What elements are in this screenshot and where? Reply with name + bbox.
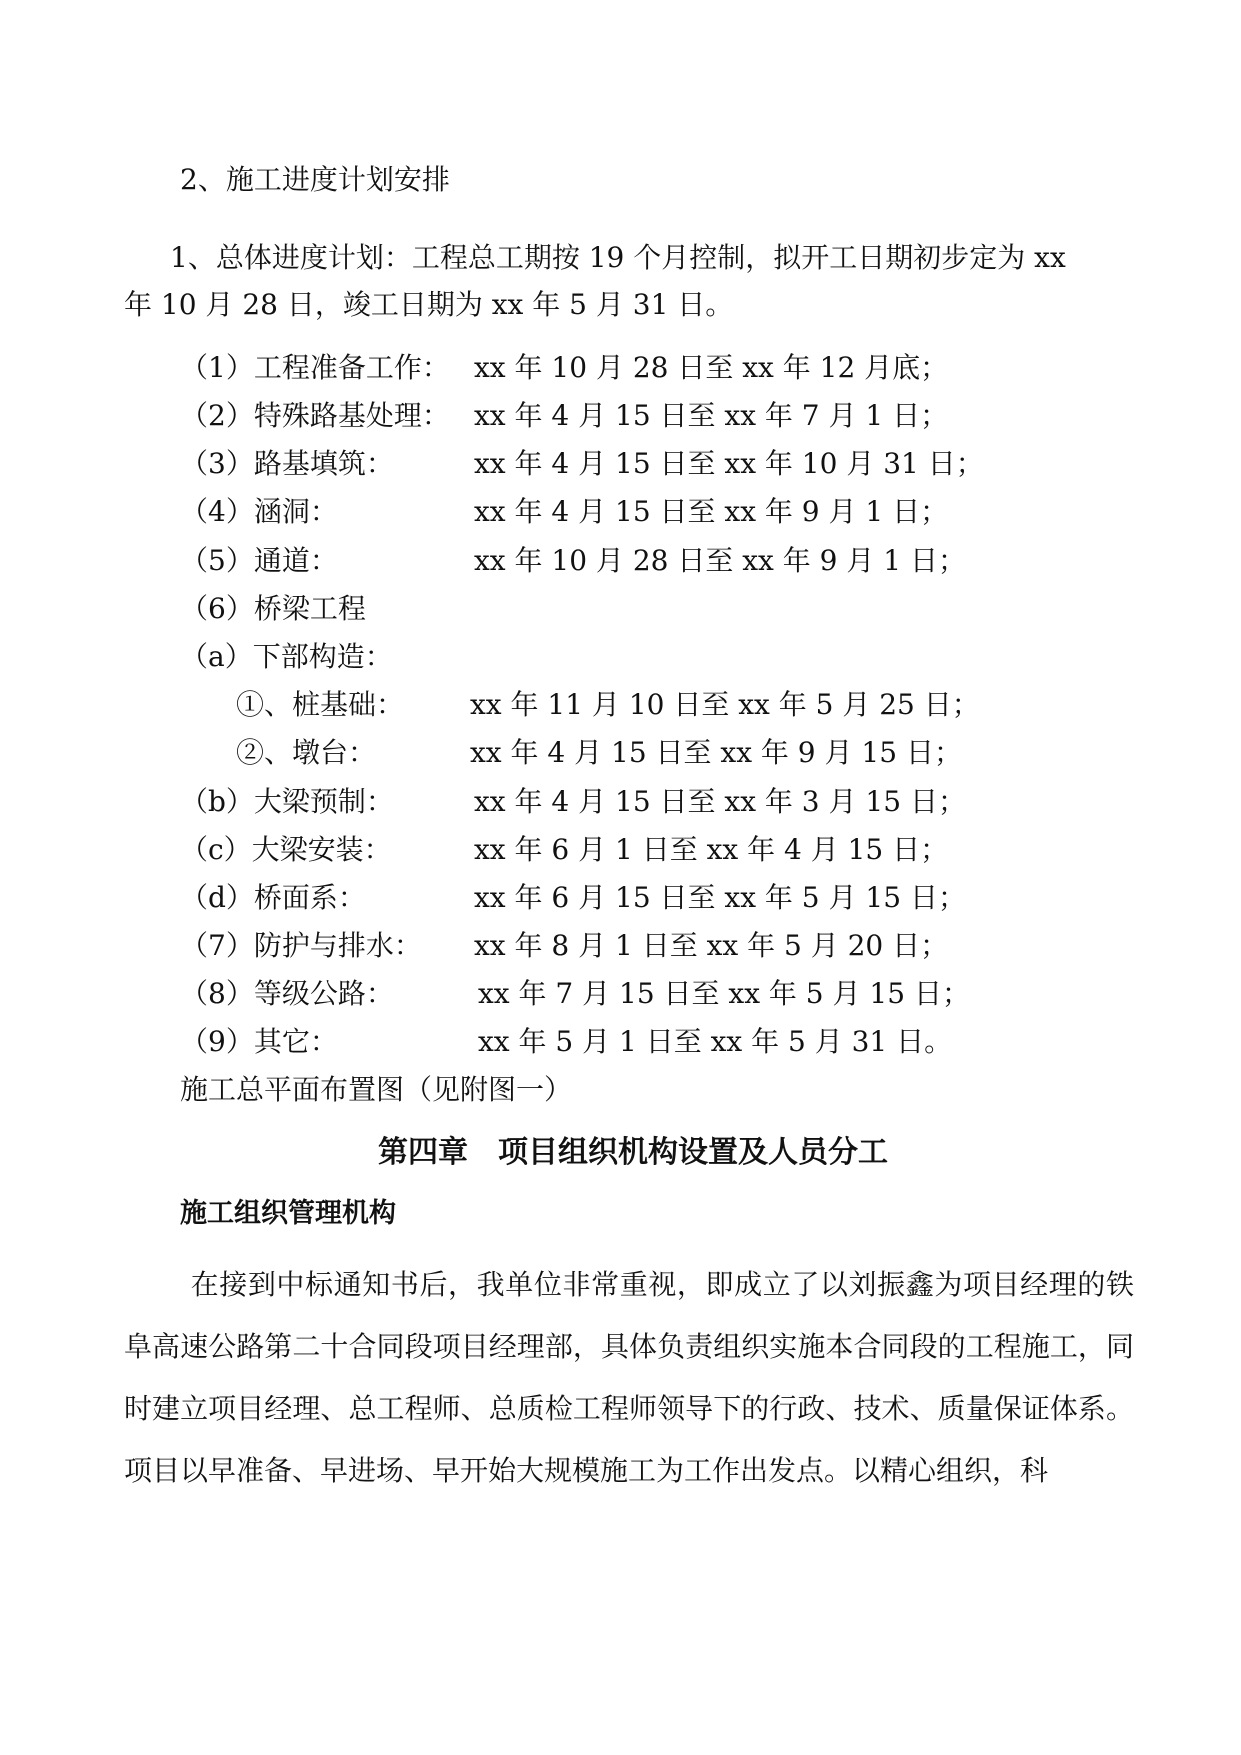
schedule-label: （c）大梁安装： xyxy=(180,833,392,866)
schedule-value: xx 年 6 月 1 日至 xx 年 4 月 15 日； xyxy=(474,833,949,866)
schedule-value: xx 年 4 月 15 日至 xx 年 7 月 1 日； xyxy=(474,399,949,432)
schedule-label: （2）特殊路基处理： xyxy=(180,399,450,432)
schedule-label: （6）桥梁工程 xyxy=(180,592,366,625)
layout-plan-note: 施工总平面布置图（见附图一） xyxy=(180,1073,573,1106)
overview-line-2: 年 10 月 28 日，竣工日期为 xx 年 5 月 31 日。 xyxy=(124,288,734,321)
schedule-label: （7）防护与排水： xyxy=(180,929,422,962)
schedule-label: （a）下部构造： xyxy=(180,640,393,673)
schedule-label: （5）通道： xyxy=(180,544,338,577)
chapter-title: 第四章 项目组织机构设置及人员分工 xyxy=(378,1135,888,1170)
schedule-value: xx 年 4 月 15 日至 xx 年 9 月 1 日； xyxy=(474,495,949,528)
schedule-label: （3）路基填筑： xyxy=(180,447,394,480)
schedule-value: xx 年 11 月 10 日至 xx 年 5 月 25 日； xyxy=(470,688,980,721)
schedule-value: xx 年 10 月 28 日至 xx 年 9 月 1 日； xyxy=(474,544,966,577)
schedule-label: （4）涵洞： xyxy=(180,495,338,528)
schedule-value: xx 年 10 月 28 日至 xx 年 12 月底； xyxy=(474,351,949,384)
schedule-label: （b）大梁预制： xyxy=(180,785,394,818)
schedule-label: （9）其它： xyxy=(180,1025,338,1058)
schedule-label: （d）桥面系： xyxy=(180,881,366,914)
schedule-value: xx 年 7 月 15 日至 xx 年 5 月 15 日； xyxy=(478,977,970,1010)
body-paragraph-text: 在接到中标通知书后，我单位非常重视，即成立了以刘振鑫为项目经理的铁阜高速公路第二十合同段项目经理部，具体负责组织实施本合同段的工程施工，同时建立项目经理、总工程师、总质检工程师领导下的行政、技术、质量保证体系。项目以早准备、早进场、早开始大规模施工为工作出发点。以精心组织，科 xyxy=(124,1268,1134,1487)
schedule-label: （1）工程准备工作： xyxy=(180,351,450,384)
schedule-value: xx 年 4 月 15 日至 xx 年 3 月 15 日； xyxy=(474,785,966,818)
schedule-value: xx 年 5 月 1 日至 xx 年 5 月 31 日。 xyxy=(478,1025,953,1058)
subsection-title: 施工组织管理机构 xyxy=(180,1198,396,1229)
schedule-value: xx 年 6 月 15 日至 xx 年 5 月 15 日； xyxy=(474,881,966,914)
schedule-label: ②、墩台： xyxy=(236,736,377,769)
schedule-label: （8）等级公路： xyxy=(180,977,394,1010)
overview-line-1: 1、总体进度计划：工程总工期按 19 个月控制，拟开工日期初步定为 xx xyxy=(170,241,1066,274)
section-title: 2、施工进度计划安排 xyxy=(180,163,450,196)
schedule-value: xx 年 4 月 15 日至 xx 年 10 月 31 日； xyxy=(474,447,984,480)
schedule-value: xx 年 8 月 1 日至 xx 年 5 月 20 日； xyxy=(474,929,949,962)
schedule-value: xx 年 4 月 15 日至 xx 年 9 月 15 日； xyxy=(470,736,962,769)
schedule-label: ①、桩基础： xyxy=(236,688,405,721)
body-paragraph xyxy=(124,1254,1134,1502)
